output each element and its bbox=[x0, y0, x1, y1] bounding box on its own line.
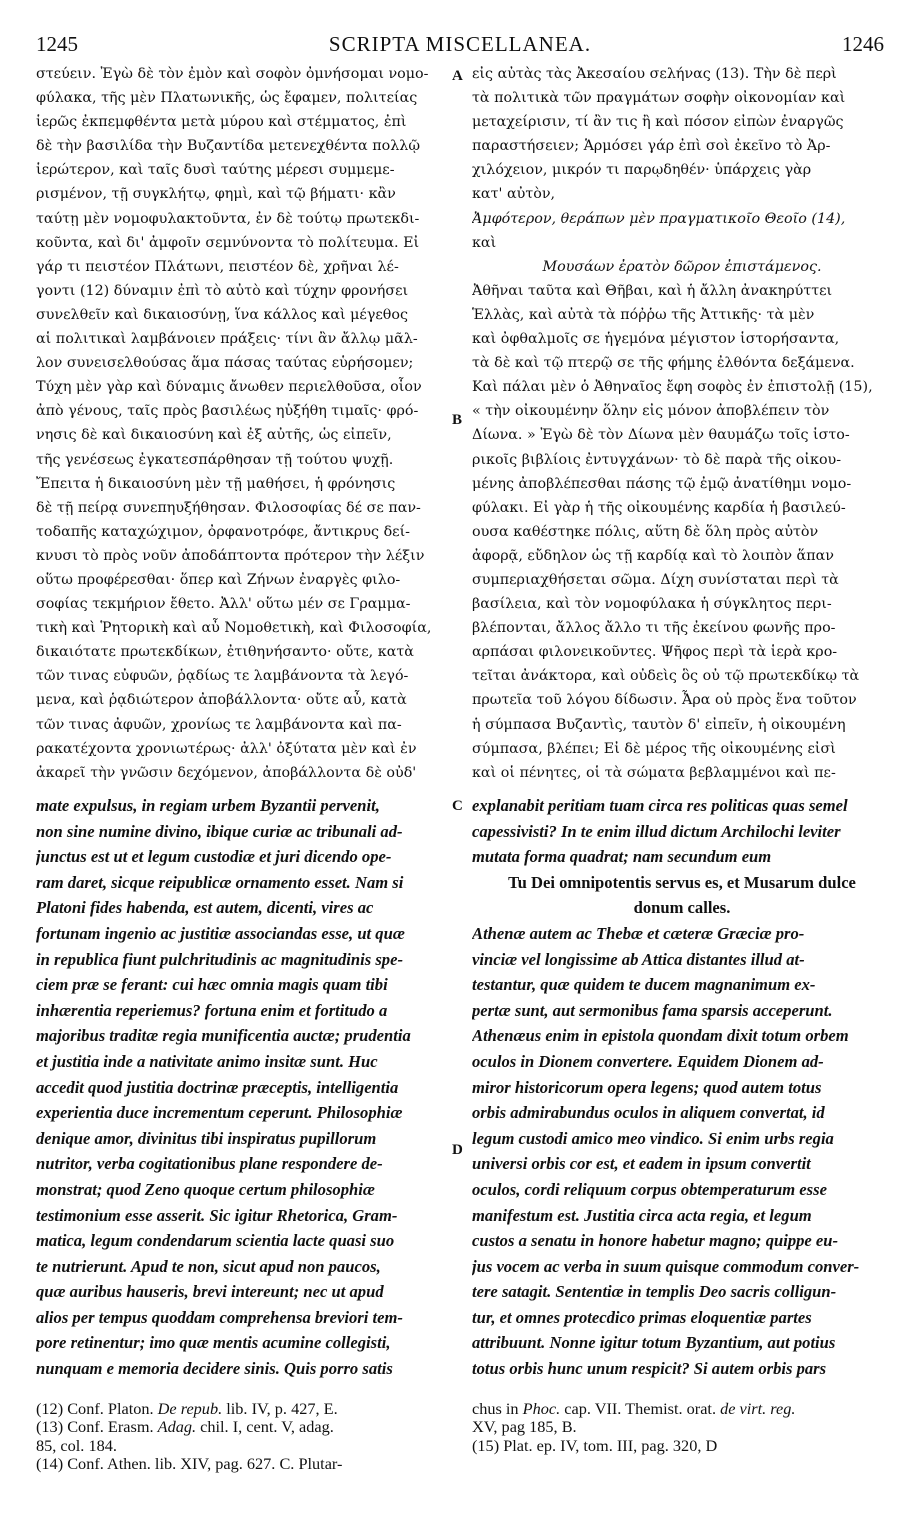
latin-left-line: monstrat; quod Zeno quoque certum philosophiæ bbox=[36, 1179, 375, 1199]
greek-right-line: Καὶ πάλαι μὲν ὁ Ἀθηναῖος ἔφη σοφὸς ἐν ἐπιστολῇ (15), bbox=[472, 379, 873, 396]
greek-right-line: καὶ bbox=[472, 234, 497, 251]
greek-right-line: σύμπασα, βλέπει; Εἰ δὲ μέρος τῆς οἰκουμένης εἰσὶ bbox=[472, 740, 836, 757]
footnote-13-continued: 85, col. 184. bbox=[36, 1435, 117, 1455]
latin-right-line: totus orbis hunc unum respicit? Si autem orbis pars bbox=[472, 1359, 827, 1379]
greek-left-line: ρισμένον, τῇ συγκλήτῳ, φημὶ, καὶ τῷ βήματι· κἂν bbox=[36, 186, 396, 203]
greek-left-line: τῶν τινας εὐφυῶν, ῥᾳδίως τε λαμβάνοντα τὰ λεγό- bbox=[36, 668, 409, 685]
latin-left-line: ciem præ se ferant: cui hæc omnia magis quam tibi bbox=[36, 975, 388, 995]
greek-right-line: μένης ἀποβλέπεσθαι πάσης τῷ ἐμῷ ἀνατίθημι νομο- bbox=[472, 475, 852, 492]
latin-right-line: oculos, cordi reliquum corpus obtemperaturum esse bbox=[472, 1179, 827, 1199]
latin-right-line: universi orbis cor est, et eadem in ipsum convertit bbox=[472, 1154, 811, 1174]
latin-left-line: junctus est ut et legum custodiæ et juri dicendo ope- bbox=[36, 847, 392, 867]
margin-letter-d: D bbox=[452, 1142, 463, 1158]
latin-right-line: Athenæus enim in epistola quondam dixit totum orbem bbox=[472, 1026, 849, 1046]
latin-right-line: Tu Dei omnipotentis servus es, et Musarum dulce bbox=[508, 872, 856, 892]
greek-right-line: παραστήσειεν; Ἁρμόσει γάρ ἐπὶ σοὶ ἐκεῖνο τὸ Ἀρ- bbox=[472, 138, 831, 155]
latin-left-line: accedit quod justitia doctrinæ præceptis, intelligentia bbox=[36, 1077, 399, 1097]
greek-right-line: Ἑλλὰς, καὶ αὐτὰ τὰ πόῤῥω τῆς Ἀττικῆς· τὰ μὲν bbox=[472, 306, 815, 323]
latin-left-line: matica, legum condendarum scientia lacte quasi suo bbox=[36, 1231, 395, 1251]
greek-right-line: κατ' αὐτὸν, bbox=[472, 186, 556, 203]
footnote-14: (14) Conf. Athen. lib. XIV, pag. 627. C. Plutar- bbox=[36, 1454, 343, 1474]
greek-right-line: τὰ πολιτικὰ τῶν πραγμάτων σοφὴν οἰκονομίαν καὶ bbox=[472, 90, 846, 107]
greek-left-line: Ἔπειτα ἡ δικαιοσύνη μὲν τῇ μαθήσει, ἡ φρόνησις bbox=[36, 475, 396, 492]
latin-left-line: inhærentia reperiemus? fortuna enim et fortitudo a bbox=[36, 1000, 388, 1020]
latin-left-line: alios per tempus quoddam comprehensa breviori tem- bbox=[36, 1307, 403, 1327]
greek-right-line: ἀφορᾷ, εὔδηλον ὡς τῇ καρδίᾳ καὶ τὸ λοιπὸν ἅπαν bbox=[472, 547, 834, 564]
greek-left-line: σοφίας τεκμήριον ἔθετο. Ἀλλ' οὕτω μέν σε Γραμμα- bbox=[36, 596, 411, 613]
latin-right-line: miror historicorum opera legens; quod autem totus bbox=[472, 1077, 822, 1097]
running-header bbox=[36, 32, 884, 60]
latin-left-line: non sine numine divino, ibique curiæ ac tribunali ad- bbox=[36, 821, 403, 841]
footnote-15: (15) Plat. ep. IV, tom. III, pag. 320, D bbox=[472, 1435, 718, 1455]
greek-right-line: βασίλεια, καὶ τὸν νομοφύλακα ἡ σύγκλητος περι- bbox=[472, 596, 832, 613]
latin-left-line: nutritor, verba cogitationibus plane respondere de- bbox=[36, 1154, 383, 1174]
latin-left-line: et justitia inde a nativitate animo insitæ sunt. Huc bbox=[36, 1051, 378, 1071]
latin-left-line: testimonium esse asserit. Sic igitur Rhetorica, Gram- bbox=[36, 1205, 398, 1225]
latin-right-line: jus vocem ac verba in suum quisque commodum conver- bbox=[472, 1256, 860, 1276]
greek-left-line: ἀπὸ γένους, ταῖς πρὸς βασιλέως ηὐξήθη τιμαῖς· φρό- bbox=[36, 403, 419, 420]
latin-left-line: Platoni fides habenda, est autem, dicenti, vires ac bbox=[36, 898, 374, 918]
greek-right-line: τὰ δὲ καὶ τῷ πτερῷ σε τῆς φήμης ἐλθόντα δεξάμενα. bbox=[472, 355, 855, 372]
latin-left-line: fortunam ingenio ac justitiæ associandas esse, ut quæ bbox=[36, 923, 405, 943]
latin-left-line: ram daret, sicque reipublicæ ornamento esset. Nam si bbox=[36, 872, 404, 892]
greek-right-line: βλέπονται, ἄλλος ἄλλο τι τῆς ἐκείνου φωνῆς προ- bbox=[472, 620, 836, 637]
greek-right-line: εἰς αὐτὰς τὰς Ἀκεσαίου σελήνας (13). Τὴν δὲ περὶ bbox=[472, 66, 837, 82]
latin-right-line: orbis admirabundus oculos in aliquem convertat, id bbox=[472, 1103, 825, 1123]
latin-translation-right-column bbox=[472, 793, 892, 1389]
greek-right-line: αρπάσαι φιλονεικοῦντες. Ψῆφος περὶ τὰ ἱερὰ κρο- bbox=[472, 644, 838, 661]
greek-left-line: μενα, καὶ ῥᾳδιώτερον ἀποβάλλοντα· οὔτε αὖ, κατὰ bbox=[36, 692, 407, 709]
greek-right-line: ουσα καθέστηκε πόλις, αὕτη δὲ ὅλη πρὸς αὐτὸν bbox=[472, 523, 819, 540]
greek-left-line: ἱερώτερον, καὶ ταῖς δυσὶ ταύτης μέρεσι συμμεμε- bbox=[36, 162, 395, 179]
footnote-14-continued: chus in Phoc. cap. VII. Themist. orat. de virt. reg. bbox=[472, 1400, 796, 1418]
greek-left-line: κοῦντα, καὶ δι' ἀμφοῖν σεμνύνοντα τὸ πολίτευμα. Εἰ bbox=[36, 234, 420, 251]
greek-right-line: Δίωνα. » Ἐγὼ δὲ τὸν Δίωνα μὲν θαυμάζω τοῖς ἱστο- bbox=[472, 427, 850, 444]
greek-left-line: κνυσι τὸ πρὸς νοῦν ἀποδάπτοντα πρότερον τὴν λέξιν bbox=[36, 547, 425, 564]
greek-left-line: τῆς γενέσεως ἐγκατεσπάρθησαν τῇ τούτου ψυχῇ. bbox=[36, 451, 394, 468]
footnote-14-continued-2: XV, pag 185, B. bbox=[472, 1417, 577, 1437]
footnotes-left-column bbox=[36, 1400, 454, 1480]
page-number-left: 1245 bbox=[36, 32, 78, 56]
latin-right-line: tur, et omnes protecdico primas eloquentiæ partes bbox=[472, 1307, 812, 1327]
latin-right-line: donum calles. bbox=[633, 898, 731, 918]
latin-right-line: oculos in Dionem convertere. Equidem Dionem ad- bbox=[472, 1051, 824, 1071]
greek-right-line: ἡ σύμπασα Βυζαντὶς, ταυτὸν δ' εἰπεῖν, ἡ οἰκουμένη bbox=[472, 716, 846, 733]
latin-right-line: legum custodi amico meo vindico. Si enim urbs regia bbox=[472, 1128, 834, 1148]
greek-right-line: συμπεριαχθήσεται σῶμα. Δίχη συνίσταται περὶ τὰ bbox=[472, 571, 839, 588]
greek-left-line: γάρ τι πειστέον Πλάτωνι, πειστέον δὲ, χρῆναι λέ- bbox=[36, 258, 399, 275]
latin-right-line: custos a senatu in honore habetur magno; quippe eu- bbox=[472, 1231, 839, 1251]
greek-left-line: νησις δὲ καὶ δικαιοσύνη καὶ ἐξ αὐτῆς, ὡς εἰπεῖν, bbox=[36, 427, 392, 444]
greek-left-line: λον συνεισελθούσας ἅμα πάσας ταύτας εὑρήσομεν; bbox=[36, 355, 414, 372]
margin-letter-a: A bbox=[452, 68, 463, 84]
latin-right-line: explanabit peritiam tuam circa res politicas quas semel bbox=[472, 796, 848, 815]
greek-right-line: καὶ οἱ πένητες, οἱ τὰ σώματα βεβλαμμένοι καὶ πε- bbox=[472, 764, 836, 781]
latin-left-line: pore retinentur; imo quæ mentis acumine collegisti, bbox=[36, 1333, 391, 1353]
running-title: SCRIPTA MISCELLANEA. bbox=[328, 32, 592, 56]
greek-left-line: δικαιότατε πρωτεκδίκων, ἐτιθηνήσαντο· οὔτε, κατὰ bbox=[36, 644, 414, 661]
latin-right-line: tere satagit. Sententiæ in templis Deo sacris colligun- bbox=[472, 1282, 837, 1302]
greek-right-line: τεῖται ἀνάκτορα, καὶ οὐδεὶς ὃς οὐ τῷ πρωτεκδίκῳ τὰ bbox=[472, 668, 860, 685]
greek-left-line: στεύειν. Ἐγὼ δὲ τὸν ἐμὸν καὶ σοφὸν ὀμνήσομαι νομο- bbox=[36, 66, 429, 82]
margin-letter-b: B bbox=[452, 412, 463, 428]
greek-text-right-column bbox=[472, 62, 892, 788]
greek-left-line: ἀκαρεῖ τὴν γνῶσιν δεχόμενον, ἀποβάλλοντα δὲ οὐδ' bbox=[36, 764, 417, 781]
latin-right-line: Athenæ autem ac Thebæ et cæteræ Græciæ pro- bbox=[472, 923, 805, 943]
latin-left-line: nunquam e memoria decidere sinis. Quis porro satis bbox=[36, 1359, 393, 1379]
greek-right-line: καὶ ὀφθαλμοῖς σε ἡγεμόνα μέγιστον ἱστορήσαντα, bbox=[472, 331, 840, 348]
latin-right-line: manifestum est. Justitia circa acta regia, et legum bbox=[472, 1205, 812, 1225]
greek-right-line: « τὴν οἰκουμένην ὅλην εἰς μόνον ἀποβλέπειν τὸν bbox=[472, 403, 830, 420]
latin-right-line: testantur, quæ quidem te ducem magnanimum ex- bbox=[472, 975, 816, 995]
footnotes-right-column bbox=[472, 1400, 892, 1480]
latin-right-line: vinciæ vel longissime ab Attica distantes illud at- bbox=[472, 949, 805, 969]
greek-right-line: Μουσάων ἐρατὸν δῶρον ἐπιστάμενος. bbox=[542, 258, 822, 275]
greek-right-line: μεταχείρισιν, τί ἂν τις ἢ καὶ πόσον εἰπὼν ἐναργῶς bbox=[472, 114, 844, 131]
latin-left-line: denique amor, divinitus tibi inspiratus pupillorum bbox=[36, 1128, 377, 1148]
greek-left-line: συνελθεῖν καὶ δικαιοσύνῃ, ἵνα κάλλος καὶ μέγεθος bbox=[36, 306, 408, 323]
greek-right-line: Ἀμφότερον, θεράπων μὲν πραγματικοῖο Θεοῖο (14), bbox=[472, 210, 846, 227]
greek-left-line: φύλακα, τῆς μὲν Πλατωνικῆς, ὡς ἔφαμεν, πολιτείας bbox=[36, 90, 418, 107]
latin-left-line: in republica fiunt pulchritudinis ac magnitudinis spe- bbox=[36, 949, 403, 969]
latin-left-line: quæ auribus hauseris, brevi intereunt; nec ut apud bbox=[36, 1282, 384, 1302]
greek-left-line: ἱερῶς ἐκπεμφθέντα μετὰ μύρου καὶ στέμματος, ἐπὶ bbox=[36, 114, 407, 131]
greek-left-line: αἱ πολιτικαὶ λαμβάνοιεν πράξεις· τίνι ἂν ἄλλῳ μᾶλ- bbox=[36, 331, 418, 348]
greek-left-line: τικὴ καὶ Ῥητορικὴ καὶ αὖ Νομοθετικὴ, καὶ Φιλοσοφία, bbox=[36, 620, 432, 637]
greek-left-line: τοδαπῆς καταχώχιμον, ὀρφανοτρόφε, ἄντικρυς δεί- bbox=[36, 523, 411, 540]
latin-left-line: majoribus traditæ regia munificentia auctæ; prudentia bbox=[36, 1026, 411, 1046]
latin-right-line: mutata forma quadrat; nam secundum eum bbox=[472, 847, 772, 867]
greek-left-line: ρακατέχοντα χρονιωτέρως· ἀλλ' ὀξύτατα μὲν καὶ ἐν bbox=[36, 740, 417, 757]
page-number-right: 1246 bbox=[842, 32, 884, 56]
latin-left-line: experientia duce incrementum ceperunt. Philosophiæ bbox=[36, 1103, 403, 1123]
latin-right-line: capessivisti? In te enim illud dictum Archilochi leviter bbox=[472, 821, 841, 841]
latin-left-line: te nutrierunt. Apud te non, sicut apud non paucos, bbox=[36, 1256, 381, 1276]
greek-left-line: Τύχη μὲν γὰρ καὶ δύναμις ἄνωθεν περιελθοῦσα, οἷον bbox=[36, 379, 422, 396]
greek-left-line: ταύτῃ μὲν νομοφυλακτοῦντα, ἐν δὲ τούτῳ πρωτεκδι- bbox=[36, 210, 420, 227]
greek-right-line: πρωτεῖα τοῦ λόγου δίδωσιν. Ἆρα οὐ πρὸς ἕνα τοῦτον bbox=[472, 692, 857, 709]
latin-right-line: pertæ sunt, aut sermonibus fama sparsis acceperunt. bbox=[472, 1000, 833, 1020]
latin-right-line: attribuunt. Nonne igitur totum Byzantium, aut potius bbox=[472, 1333, 836, 1353]
greek-right-line: Ἀθῆναι ταῦτα καὶ Θῆβαι, καὶ ἡ ἄλλη ἀνακηρύττει bbox=[472, 282, 833, 299]
latin-left-line: mate expulsus, in regiam urbem Byzantii pervenit, bbox=[36, 796, 380, 815]
greek-text-left-column bbox=[36, 62, 452, 788]
greek-left-line: γοντι (12) δύναμιν ἐπὶ τὸ αὐτὸ καὶ τύχην φρονήσει bbox=[36, 282, 409, 299]
greek-right-line: φύλακι. Εἰ γὰρ ἡ τῆς οἰκουμένης καρδία ἡ βασιλεύ- bbox=[472, 499, 846, 516]
footnote-13: (13) Conf. Erasm. Adag. chil. I, cent. V, adag. bbox=[36, 1417, 334, 1437]
greek-right-line: ρικοῖς βιβλίοις ἐντυγχάνων· τὸ δὲ παρὰ τῆς οἰκου- bbox=[472, 451, 842, 468]
latin-translation-left-column bbox=[36, 793, 454, 1389]
margin-letter-c: C bbox=[452, 798, 463, 814]
greek-left-line: τῶν τινας ἀφυῶν, χρονίως τε λαμβάνοντα καὶ πα- bbox=[36, 716, 402, 733]
greek-left-line: δὲ τὴν βασιλίδα τὴν Βυζαντίδα μετενεχθέντα πολλῷ bbox=[36, 138, 420, 155]
greek-left-line: δὲ τῇ πείρᾳ συνεπηυξήθησαν. Φιλοσοφίας δέ σε παν- bbox=[36, 499, 421, 516]
footnote-12: (12) Conf. Platon. De repub. lib. IV, p. 427, E. bbox=[36, 1400, 338, 1418]
greek-right-line: χιλόχειον, μικρόν τι παρῳδηθέν· ὑπάρχεις γὰρ bbox=[472, 162, 812, 179]
greek-left-line: οὕτω προφέρεσθαι· ὅπερ καὶ Ζήνων ἐναργὲς φιλο- bbox=[36, 571, 401, 588]
